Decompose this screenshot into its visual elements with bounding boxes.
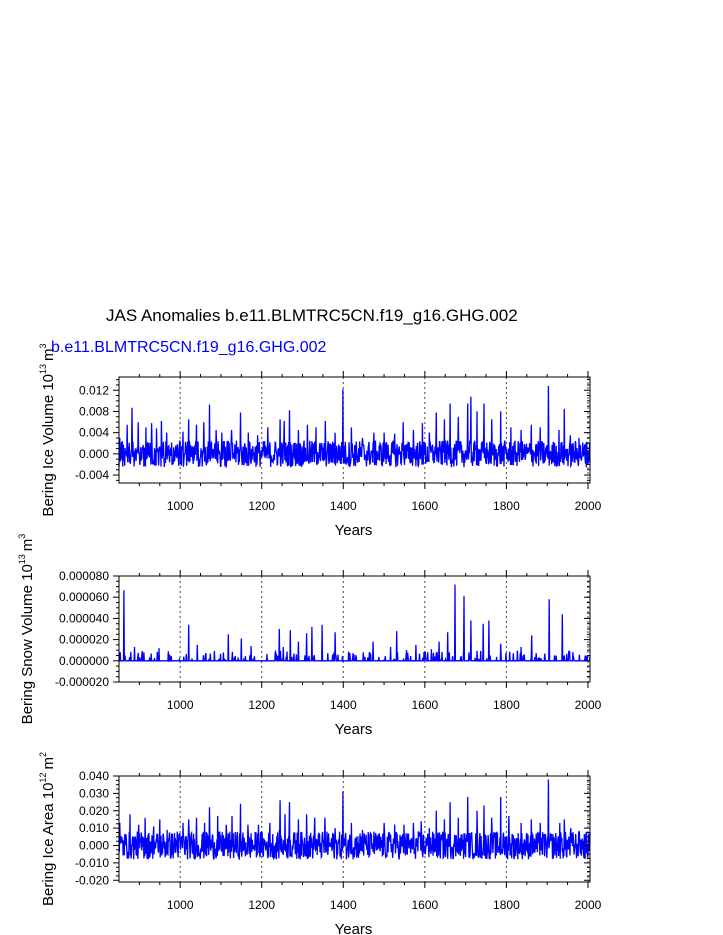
y-tick-label: 0.000080	[58, 569, 109, 583]
x-tick-label: 1400	[329, 898, 357, 912]
chart-subtitle: b.e11.BLMTRC5CN.f19_g16.GHG.002	[51, 339, 327, 356]
chart-title: JAS Anomalies b.e11.BLMTRC5CN.f19_g16.GHG.002	[106, 306, 518, 325]
y-tick-label: 0.020	[78, 803, 109, 818]
y-tick-label: 0.008	[78, 404, 109, 419]
y-tick-label: 0.000020	[58, 632, 109, 647]
y-axis-title-text	[38, 343, 57, 516]
y-axis-title-text	[38, 752, 57, 906]
chart-panel-3	[38, 752, 602, 935]
x-tick-label: 1200	[248, 898, 276, 912]
y-tick-label: 0.010	[78, 821, 109, 836]
plot-frame	[119, 576, 590, 682]
plot-frame	[119, 377, 590, 483]
x-tick-label: 2000	[574, 499, 602, 513]
x-tick-label: 1000	[166, 499, 194, 513]
y-tick-label: 0.000000	[58, 653, 109, 668]
y-axis-title-unit-exponent: 2	[38, 752, 48, 758]
x-tick-label: 1600	[411, 898, 439, 912]
y-axis-title-unit-exponent: 3	[38, 343, 48, 349]
x-tick-label: 1800	[493, 898, 520, 912]
x-tick-label: 1800	[493, 698, 520, 712]
x-tick-label: 1400	[329, 698, 357, 712]
x-tick-label: 1600	[411, 499, 439, 513]
x-tick-label: 2000	[574, 898, 602, 912]
series-line	[119, 780, 590, 860]
y-axis-title-unit: m	[19, 538, 36, 552]
series-line	[119, 386, 590, 467]
y-tick-label: 0.040	[78, 769, 109, 783]
y-tick-label: -0.010	[74, 855, 109, 870]
x-axis-title: Years	[334, 921, 373, 935]
y-tick-label: 0.000	[78, 446, 109, 461]
x-tick-label: 1200	[248, 698, 276, 712]
chart-panel-2	[17, 534, 602, 738]
y-tick-label: 0.030	[78, 786, 109, 801]
x-tick-label: 1000	[166, 898, 194, 912]
y-axis-title-exponent: 13	[17, 554, 27, 565]
y-axis-title-exponent: 12	[38, 772, 48, 783]
y-axis-title-unit: m	[40, 348, 57, 361]
y-tick-label: -0.004	[74, 468, 109, 483]
x-tick-label: 1200	[248, 499, 276, 513]
y-tick-label: 0.000	[78, 838, 109, 853]
y-tick-label: 0.000060	[58, 590, 109, 605]
y-axis-title	[17, 534, 36, 725]
y-tick-label: 0.004	[78, 425, 109, 440]
x-tick-label: 1600	[411, 698, 439, 712]
x-tick-label: 1000	[166, 698, 194, 712]
y-tick-label: 0.000040	[58, 611, 109, 626]
y-axis-title-main: Bering Ice Volume 10	[40, 373, 57, 517]
x-tick-label: 2000	[574, 698, 602, 712]
series-line	[119, 585, 590, 661]
x-axis-title: Years	[334, 522, 373, 539]
y-axis-title-exponent: 13	[38, 363, 48, 374]
y-tick-label: -0.020	[74, 873, 109, 888]
chart-panels	[17, 343, 602, 935]
y-axis-title-unit-exponent: 3	[17, 533, 27, 539]
y-tick-label: -0.000020	[54, 675, 109, 689]
y-axis-title	[38, 752, 57, 906]
x-tick-label: 1800	[493, 499, 520, 513]
chart-panel-1	[38, 343, 602, 539]
y-axis-title	[38, 343, 57, 516]
x-tick-label: 1400	[329, 499, 357, 513]
y-axis-title-unit: m	[40, 757, 57, 770]
y-axis-title-main: Bering Ice Area 10	[40, 782, 57, 906]
x-axis-title: Years	[334, 721, 373, 738]
y-tick-label: 0.012	[78, 383, 109, 398]
y-axis-title-text	[17, 534, 36, 725]
y-axis-title-main: Bering Snow Volume 10	[19, 564, 36, 725]
